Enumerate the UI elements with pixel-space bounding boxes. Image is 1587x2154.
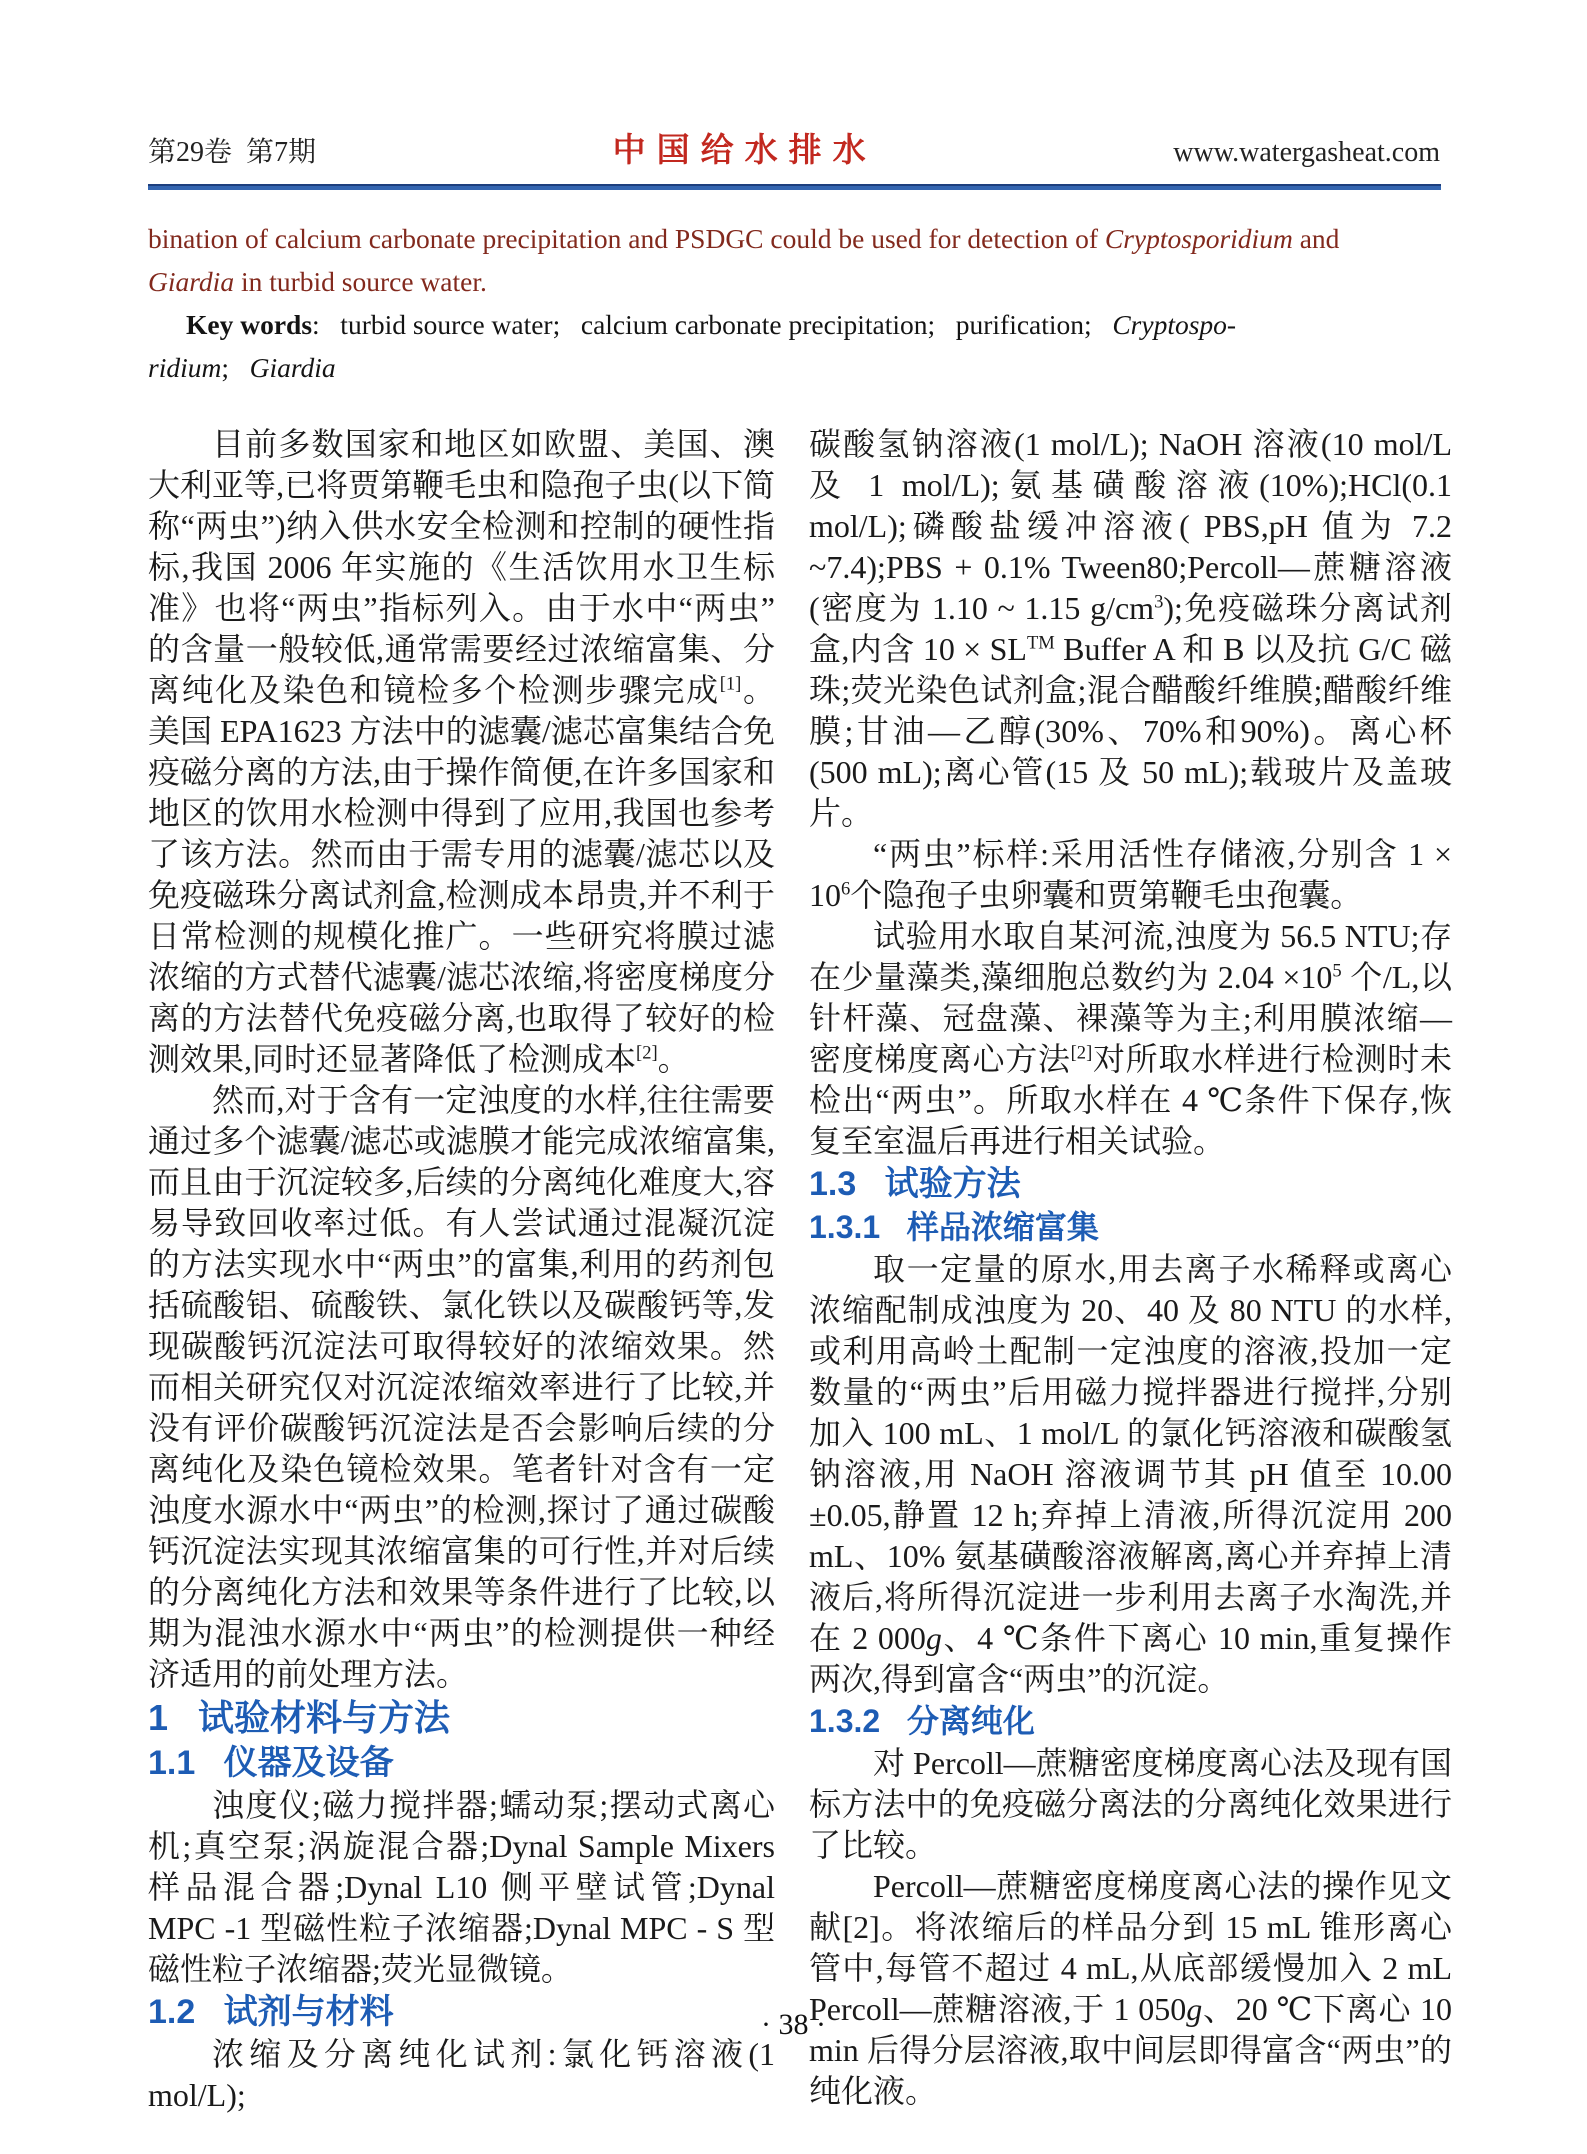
header-rule bbox=[148, 184, 1441, 190]
section-heading bbox=[809, 1162, 1452, 1206]
text: 对所取水样进行检测时未检出“两虫”。所取水样在 4 ℃条件下保存,恢复至室温后再进行相关试验。 bbox=[809, 1041, 1452, 1159]
text: 浊度仪;磁力搅拌器;蠕动泵;摆动式离心机;真空泵;涡旋混合器;Dynal Sample Mixers 样品混合器;Dynal L10 侧平壁试管;Dynal MPC -1 型磁性粒子浓缩器;Dynal MPC - S 型磁性粒子浓缩器;荧光显微镜。 bbox=[148, 1787, 775, 1987]
abstract-line bbox=[148, 260, 1448, 303]
text: 然而,对于含有一定浊度的水样,往往需要通过多个滤囊/滤芯或滤膜才能完成浓缩富集,而且由于沉淀较多,后续的分离纯化难度大,容易导致回收率过低。有人尝试通过混凝沉淀的方法实现水中“两虫”的富集,利用的药剂包括硫酸铝、硫酸铁、氯化铁以及碳酸钙等,发现碳酸钙沉淀法可取得较好的浓缩效果。然而相关研究仅对沉淀浓缩效率进行了比较,并没有评价碳酸钙沉淀法是否会影响后续的分离纯化及染色镜检效果。笔者针对含有一定浊度水源水中“两虫”的检测,探讨了通过碳酸钙沉淀法实现其浓缩富集的可行性,并对后续的分离纯化方法和效果等条件进行了比较,以期为混浊水源水中“两虫”的检测提供一种经济适用的前处理方法。 bbox=[148, 1082, 775, 1692]
body-columns bbox=[148, 424, 1452, 2116]
text: 个/L,以针杆藻、冠盘藻、裸藻等为主;利用膜浓缩—密度梯度离心方法 bbox=[809, 959, 1452, 1077]
text: 个隐孢子虫卵囊和贾第鞭毛虫孢囊。 bbox=[850, 877, 1363, 913]
text: Buffer A 和 B 以及抗 G/C 磁珠;荧光染色试剂盒;混合醋酸纤维膜;醋酸纤维膜;甘油—乙醇(30%、70%和90%)。离心杯(500 mL);离心管(15 及 50 mL);载玻片及盖玻片。 bbox=[809, 631, 1452, 831]
paragraph bbox=[809, 1743, 1452, 1866]
text-i: Giardia bbox=[148, 266, 235, 297]
text-i: g bbox=[925, 1620, 942, 1656]
paragraph bbox=[809, 916, 1452, 1162]
text: 目前多数国家和地区如欧盟、美国、澳大利亚等,已将贾第鞭毛虫和隐孢子虫(以下简称“两虫”)纳入供水安全检测和控制的硬性指标,我国 2006 年实施的《生活饮用水卫生标准》也将“两虫”指标列入。由于水中“两虫”的含量一般较低,通常需要经过浓缩富集、分离纯化及染色和镜检多个检测步骤完成 bbox=[148, 426, 775, 708]
left-column bbox=[148, 424, 775, 2116]
text-i: Cryptospo- bbox=[1112, 309, 1237, 340]
text: 1.2 试剂与材料 bbox=[148, 1993, 394, 2031]
text: in turbid source water. bbox=[234, 266, 487, 297]
english-abstract-section bbox=[148, 217, 1448, 389]
page-header bbox=[148, 124, 1440, 171]
section-heading bbox=[809, 1206, 1452, 1249]
text: 浓缩及分离纯化试剂:氯化钙溶液(1 mol/L); bbox=[148, 2036, 775, 2113]
journal-title: 中国给水排水 bbox=[612, 133, 877, 169]
text: );免疫磁珠分离试剂盒,内含 10 × SL bbox=[809, 590, 1452, 667]
text-sup: TM bbox=[1026, 632, 1055, 654]
right-column bbox=[809, 424, 1452, 2116]
text: 1.1 仪器及设备 bbox=[148, 1744, 394, 1782]
text: 、20 ℃下离心 10 min 后得分层溶液,取中间层即得富含“两虫”的纯化液。 bbox=[809, 1991, 1452, 2109]
text: 碳酸氢钠溶液(1 mol/L); NaOH 溶液(10 mol/L 及 1 mol/L);氨基磺酸溶液(10%);HCl(0.1 mol/L);磷酸盐缓冲溶液( PBS,pH 值为 7.2 ~7.4);PBS + 0.1% Tween80;Percoll—蔗糖溶液(密度为 1.10 ~ 1.15 g/cm bbox=[809, 426, 1452, 626]
paragraph bbox=[809, 1866, 1452, 2112]
text: : turbid source water; calcium carbonate precipitation; purification; bbox=[312, 309, 1113, 340]
page-footer bbox=[0, 2008, 1587, 2042]
text-sup: [1] bbox=[719, 673, 742, 695]
journal-issue: 第29卷 第7期 bbox=[148, 137, 317, 168]
keywords-line bbox=[148, 303, 1448, 346]
text-sup: [2] bbox=[1070, 1042, 1093, 1064]
text: 1.3 试验方法 bbox=[809, 1165, 1021, 1203]
text: and bbox=[1292, 223, 1340, 254]
paragraph bbox=[148, 2034, 775, 2116]
text-sup: 5 bbox=[1332, 960, 1342, 982]
journal-website: www.watergasheat.com bbox=[1173, 137, 1440, 168]
text-b: Key words bbox=[186, 309, 313, 340]
text: 。美国 EPA1623 方法中的滤囊/滤芯富集结合免疫磁分离的方法,由于操作简便,在许多国家和地区的饮用水检测中得到了应用,我国也参考了该方法。然而由于需专用的滤囊/滤芯以及免疫磁珠分离试剂盒,检测成本昂贵,并不利于日常检测的规模化推广。一些研究将膜过滤浓缩的方式替代滤囊/滤芯浓缩,将密度梯度分离的方法替代免疫磁分离,也取得了较好的检测效果,同时还显著降低了检测成本 bbox=[148, 672, 775, 1077]
text: ; bbox=[221, 352, 250, 383]
text: 对 Percoll—蔗糖密度梯度离心法及现有国标方法中的免疫磁分离法的分离纯化效果进行了比较。 bbox=[809, 1745, 1452, 1863]
paragraph bbox=[148, 424, 775, 1080]
text: 1.3.1 样品浓缩富集 bbox=[809, 1209, 1099, 1245]
text: bination of calcium carbonate precipitation and PSDGC could be used for detection of bbox=[148, 223, 1105, 254]
text: 试验用水取自某河流,浊度为 56.5 NTU;存在少量藻类,藻细胞总数约为 2.04 ×10 bbox=[809, 918, 1452, 995]
text: 。 bbox=[657, 1041, 690, 1077]
text-i: Giardia bbox=[249, 352, 336, 383]
text: 、4 ℃条件下离心 10 min,重复操作两次,得到富含“两虫”的沉淀。 bbox=[809, 1620, 1452, 1697]
paragraph bbox=[809, 834, 1452, 916]
text-i: Cryptosporidium bbox=[1104, 223, 1293, 254]
page-number: · 38 · bbox=[761, 2008, 826, 2041]
paragraph bbox=[809, 1249, 1452, 1700]
keywords-line bbox=[148, 346, 1448, 389]
text-i: ridium bbox=[148, 352, 222, 383]
text: 取一定量的原水,用去离子水稀释或离心浓缩配制成浊度为 20、40 及 80 NTU 的水样,或利用高岭土配制一定浊度的溶液,投加一定数量的“两虫”后用磁力搅拌器进行搅拌,分别加入 100 mL、1 mol/L 的氯化钙溶液和碳酸氢钠溶液,用 NaOH 溶液调节其 pH 值至 10.00 ±0.05,静置 12 h;弃掉上清液,所得沉淀用 200 mL、10% 氨基磺酸溶液解离,离心并弃掉上清液后,将所得沉淀进一步利用去离子水淘洗,并在 2 000 bbox=[809, 1251, 1452, 1656]
abstract-line bbox=[148, 217, 1448, 260]
paragraph bbox=[809, 424, 1452, 834]
section-heading bbox=[809, 1700, 1452, 1743]
text-i: g bbox=[1186, 1991, 1203, 2027]
paragraph bbox=[148, 1785, 775, 1990]
paragraph bbox=[148, 1080, 775, 1695]
text-sup: 6 bbox=[841, 878, 851, 900]
text: “两虫”标样:采用活性存储液,分别含 1 × 10 bbox=[809, 836, 1452, 913]
text-sup: [2] bbox=[636, 1042, 658, 1064]
section-heading bbox=[148, 1695, 775, 1741]
text-sup: 3 bbox=[1154, 591, 1164, 613]
section-heading bbox=[148, 1741, 775, 1785]
text: 1 试验材料与方法 bbox=[148, 1697, 451, 1738]
text: 1.3.2 分离纯化 bbox=[809, 1703, 1035, 1739]
text: Percoll—蔗糖密度梯度离心法的操作见文献[2]。将浓缩后的样品分到 15 mL 锥形离心管中,每管不超过 4 mL,从底部缓慢加入 2 mL Percoll—蔗糖溶液,于 1 050 bbox=[809, 1868, 1452, 2027]
